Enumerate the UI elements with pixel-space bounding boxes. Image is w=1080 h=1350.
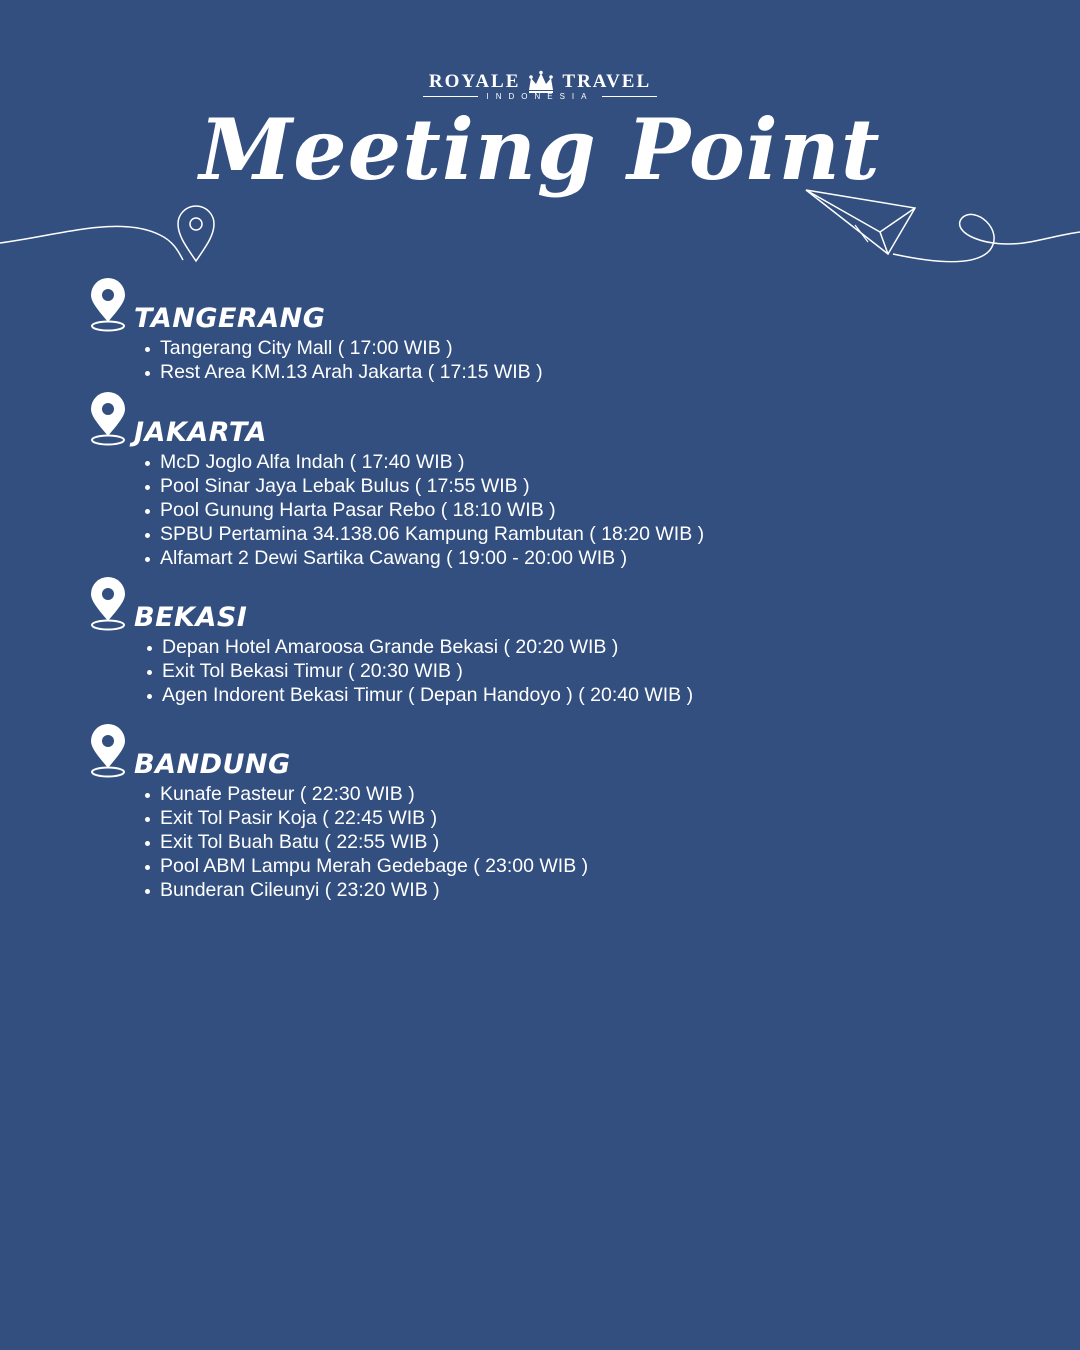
list-item: Pool Gunung Harta Pasar Rebo ( 18:10 WIB ) <box>142 498 704 522</box>
decorative-route <box>0 180 1080 290</box>
list-item: SPBU Pertamina 34.138.06 Kampung Rambutan ( 18:20 WIB ) <box>142 522 704 546</box>
list-item: McD Joglo Alfa Indah ( 17:40 WIB ) <box>142 450 704 474</box>
section-title: BEKASI <box>134 602 248 633</box>
list-item: Exit Tol Buah Batu ( 22:55 WIB ) <box>142 830 588 854</box>
map-pin-icon <box>88 577 128 633</box>
section-bekasi <box>88 577 693 707</box>
meeting-point-list <box>88 336 543 384</box>
crown-icon <box>526 70 556 94</box>
list-item: Bunderan Cileunyi ( 23:20 WIB ) <box>142 878 588 902</box>
list-item: Rest Area KM.13 Arah Jakarta ( 17:15 WIB ) <box>142 360 543 384</box>
page-title: Meeting Point <box>199 100 881 199</box>
list-item: Kunafe Pasteur ( 22:30 WIB ) <box>142 782 588 806</box>
map-pin-outline-icon <box>178 206 214 261</box>
list-item: Depan Hotel Amaroosa Grande Bekasi ( 20:20 WIB ) <box>144 635 693 659</box>
section-bandung <box>88 724 588 902</box>
section-tangerang <box>88 278 543 384</box>
map-pin-icon <box>88 392 128 448</box>
brand-logo <box>0 70 1080 101</box>
map-pin-icon <box>88 724 128 780</box>
meeting-point-list <box>88 450 704 570</box>
meeting-point-list <box>88 635 693 707</box>
section-title: JAKARTA <box>134 417 268 448</box>
list-item: Exit Tol Bekasi Timur ( 20:30 WIB ) <box>144 659 693 683</box>
list-item: Alfamart 2 Dewi Sartika Cawang ( 19:00 - 20:00 WIB ) <box>142 546 704 570</box>
list-item: Pool ABM Lampu Merah Gedebage ( 23:00 WIB ) <box>142 854 588 878</box>
section-jakarta <box>88 392 704 570</box>
brand-name <box>429 70 651 94</box>
section-title: BANDUNG <box>134 749 291 780</box>
list-item: Agen Indorent Bekasi Timur ( Depan Handoyo ) ( 20:40 WIB ) <box>144 683 693 707</box>
brand-name-left: ROYALE <box>428 71 521 92</box>
list-item: Exit Tol Pasir Koja ( 22:45 WIB ) <box>142 806 588 830</box>
paper-plane-icon <box>806 190 915 254</box>
list-item: Tangerang City Mall ( 17:00 WIB ) <box>142 336 543 360</box>
brand-subtitle: INDONESIA <box>0 92 1080 101</box>
brand-name-right: TRAVEL <box>562 71 652 92</box>
list-item: Pool Sinar Jaya Lebak Bulus ( 17:55 WIB ) <box>142 474 704 498</box>
meeting-point-list <box>88 782 588 902</box>
section-title: TANGERANG <box>134 303 326 334</box>
map-pin-icon <box>88 278 128 334</box>
